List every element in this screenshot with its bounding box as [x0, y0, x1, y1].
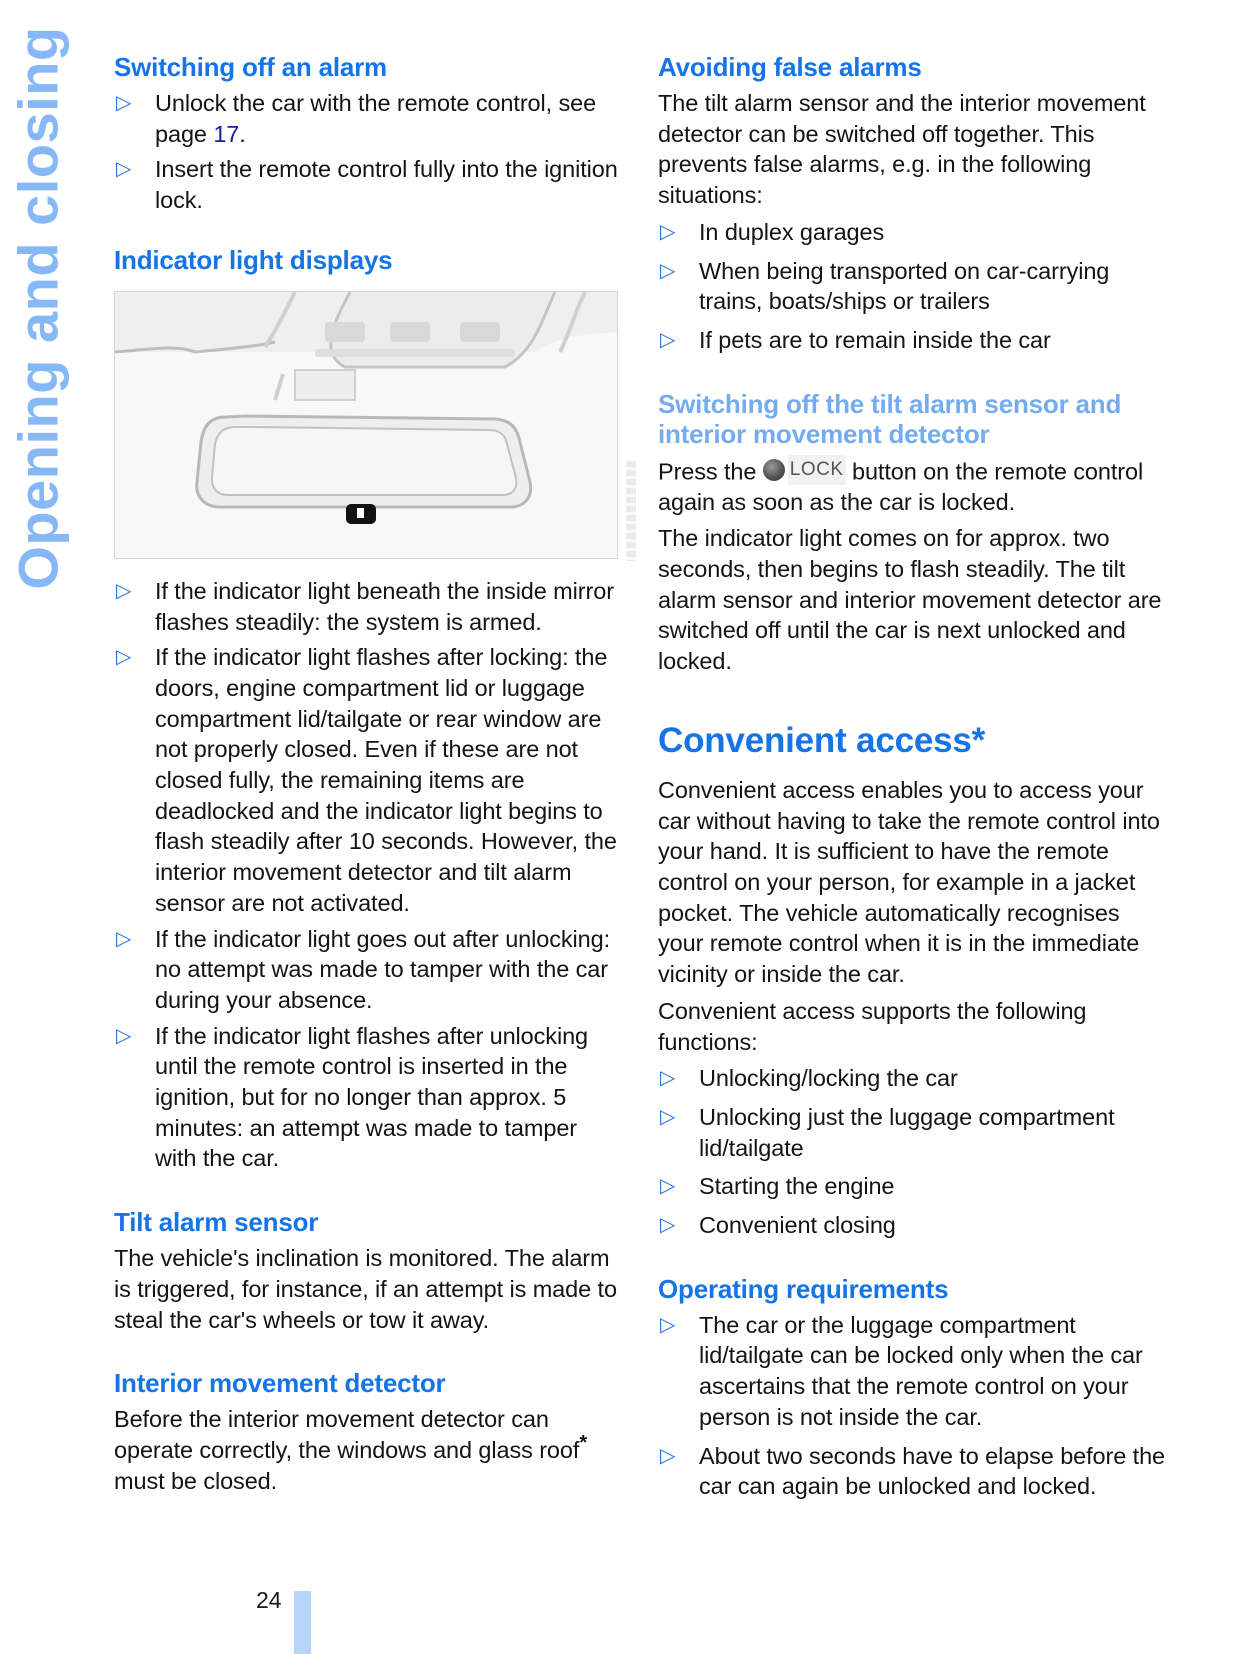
heading-tilt-alarm: Tilt alarm sensor — [114, 1207, 319, 1238]
heading-operating-requirements: Operating requirements — [658, 1273, 949, 1304]
heading-indicator-light: Indicator light displays — [114, 244, 393, 275]
list-item: ▷ Convenient closing — [658, 1210, 1170, 1241]
triangle-bullet-icon: ▷ — [660, 1214, 676, 1237]
triangle-bullet-icon: ▷ — [116, 579, 132, 602]
list-item: ▷ Unlocking/locking the car — [658, 1063, 1170, 1094]
list-item: ▷ In duplex garages — [658, 217, 1170, 248]
list-item: ▷ Starting the engine — [658, 1171, 1170, 1202]
triangle-bullet-icon: ▷ — [660, 259, 676, 282]
chapter-side-tab — [6, 26, 70, 590]
list-item: ▷ Unlock the car with the remote control, see page 17. — [116, 90, 597, 147]
indicator-behaviour-body: The indicator light comes on for approx. two seconds, then begins to flash steadily. The tilt alarm sensor and interior movement detector are switched off until the car is next unlocked and locked. — [658, 525, 1162, 675]
indicator-list — [114, 576, 618, 1174]
remote-lock-button-icon — [763, 459, 785, 481]
heading-switching-off-sensors: Switching off the tilt alarm sensor and interior movement detector — [658, 388, 1122, 449]
chapter-title: Opening and closing — [6, 26, 70, 590]
section-indicator-light — [114, 245, 618, 1174]
mirror-icon — [115, 292, 618, 559]
list-item: ▷ If the indicator light flashes after unlocking until the remote control is inserted in the ignition, but for no longer than approx. 5 minutes: an attempt was made to tamper with the car. — [116, 1022, 589, 1172]
section-interior-detector — [114, 1368, 618, 1496]
convenient-access-body: Convenient access enables you to access your car without having to take the remote control into your hand. It is sufficient to have the remote control on your person, for example in a jacket pocket. The vehicle automatically recognises your remote control when it is in the immediate vicinity or inside the car. — [658, 776, 1160, 988]
convenient-functions-list — [658, 1063, 1170, 1241]
list-item: ▷ Insert the remote control fully into the ignition lock. — [116, 156, 618, 214]
tilt-alarm-body: The vehicle's inclination is monitored. The alarm is triggered, for instance, if an attempt is made to steal the car's wheels or tow it away. — [114, 1245, 617, 1333]
triangle-bullet-icon: ▷ — [660, 1067, 676, 1090]
page-link[interactable]: 17 — [213, 120, 240, 147]
heading-interior-detector: Interior movement detector — [114, 1368, 446, 1399]
section-convenient-access — [658, 721, 1170, 1241]
list-item: ▷ If the indicator light flashes after locking: the doors, engine compartment lid or luggage compartment lid/tailgate or rear window are not properly closed. Even if these are not closed fully, the remaining items are deadlocked and the indicator light begins to flash steadily after 10 seconds. However, the interior movement detector and tilt alarm sensor are not activated. — [116, 644, 617, 916]
right-column — [658, 52, 1170, 1502]
list-item: ▷ If pets are to remain inside the car — [658, 325, 1170, 356]
list-item: ▷ About two seconds have to elapse before the car can again be unlocked and locked. — [660, 1442, 1166, 1500]
avoiding-body: The tilt alarm sensor and the interior movement detector can be switched off together. This prevents false alarms, e.g. in the following situations: — [658, 90, 1146, 209]
switching-off-list — [114, 88, 618, 216]
press-lock-instruction: Press the LOCK button on the remote control again as soon as the car is locked. — [658, 455, 1170, 518]
figure-code-label — [626, 461, 636, 561]
section-operating-requirements — [658, 1274, 1170, 1502]
list-item: ▷ If the indicator light goes out after unlocking: no attempt was made to tamper with the car during your absence. — [116, 925, 611, 1013]
heading-avoiding-false-alarms: Avoiding false alarms — [658, 52, 922, 82]
optional-equipment-asterisk: * — [579, 1432, 587, 1455]
lock-button-symbol: LOCK — [763, 455, 846, 486]
heading-switching-off-alarm: Switching off an alarm — [114, 52, 387, 82]
page-number: 24 — [256, 1587, 282, 1613]
list-item: ▷ The car or the luggage compartment lid/tailgate can be locked only when the car ascertains that the remote control on your person is not inside the car. — [660, 1311, 1143, 1430]
triangle-bullet-icon: ▷ — [116, 158, 132, 181]
triangle-bullet-icon: ▷ — [660, 1444, 676, 1467]
triangle-bullet-icon: ▷ — [116, 92, 132, 114]
section-switching-off-sensors — [658, 389, 1170, 677]
list-item: ▷ If the indicator light beneath the inside mirror flashes steadily: the system is armed. — [116, 577, 614, 635]
heading-convenient-access: Convenient access* — [658, 720, 986, 760]
triangle-bullet-icon: ▷ — [116, 646, 132, 669]
left-column — [114, 52, 618, 1496]
section-avoiding-false-alarms — [658, 52, 1170, 356]
triangle-bullet-icon: ▷ — [660, 1175, 676, 1198]
triangle-bullet-icon: ▷ — [660, 328, 676, 351]
convenient-access-functions-intro: Convenient access supports the following functions: — [658, 997, 1087, 1055]
triangle-bullet-icon: ▷ — [116, 927, 132, 950]
triangle-bullet-icon: ▷ — [660, 220, 676, 243]
section-tilt-alarm — [114, 1207, 618, 1335]
requirements-list — [658, 1310, 1170, 1502]
list-item: ▷ When being transported on car-carrying trains, boats/ships or trailers — [660, 257, 1110, 315]
avoiding-list — [658, 217, 1170, 356]
list-item: ▷ Unlocking just the luggage compartment lid/tailgate — [660, 1103, 1115, 1161]
interior-detector-body: Before the interior movement detector can operate correctly, the windows and glass roof* must be closed. — [114, 1406, 587, 1494]
page-marker-bar — [294, 1591, 311, 1654]
triangle-bullet-icon: ▷ — [660, 1313, 676, 1336]
triangle-bullet-icon: ▷ — [660, 1105, 676, 1128]
section-switching-off-alarm — [114, 52, 618, 216]
triangle-bullet-icon: ▷ — [116, 1024, 132, 1047]
mirror-illustration — [114, 291, 618, 559]
